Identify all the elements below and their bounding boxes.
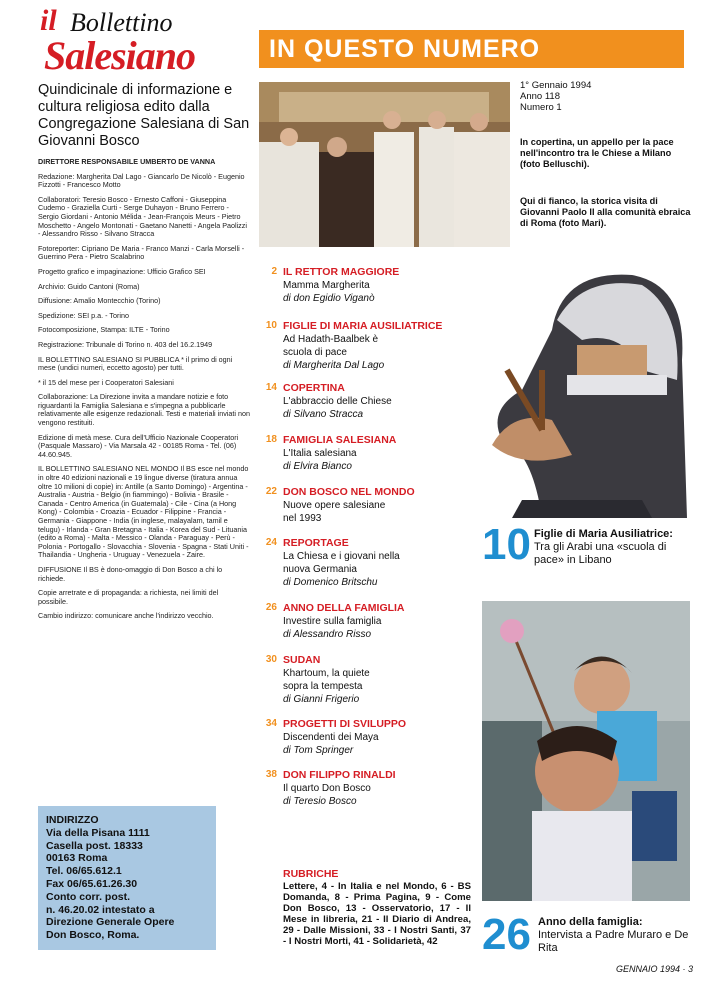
toc-entry [259,320,469,380]
toc-title: L'abbraccio delle Chiese [283,396,392,407]
feature2-title: Anno della famiglia: [538,916,643,928]
toc-page: 26 [265,602,277,613]
address-box [38,806,216,950]
toc-author: di Tom Springer [283,745,354,756]
toc-page: 34 [265,718,277,729]
tagline: Quindicinale di informazione e cultura religiosa edito dalla Congregazione Salesiana di San Giovanni Bosco [38,82,250,149]
page-footer: GENNAIO 1994 · 3 [615,964,693,974]
rubriche-title: RUBRICHE [283,868,339,880]
toc-title: scuola di pace [283,347,347,358]
toc-entry [259,602,469,652]
toc-title: L'Italia salesiana [283,448,357,459]
toc-page: 10 [265,320,277,331]
toc-title: sopra la tempesta [283,681,363,692]
toc-title: nel 1993 [283,513,322,524]
credit-fotoreporter: Fotoreporter: Cipriano De Maria - Franco Manzi - Carla Morselli - Guerrino Pera - Pietro Scalabrino [38,243,245,262]
toc-page: 2 [271,266,277,277]
toc-title: La Chiesa e i giovani nella [283,551,400,562]
credit-cooperatori: * il 15 del mese per i Cooperatori Salesiani [38,377,174,387]
toc-title: nuova Germania [283,564,357,575]
address-title: INDIRIZZO [46,814,99,826]
photo-synagogue-visit [259,82,510,247]
credit-archivio: Archivio: Guido Cantoni (Roma) [38,281,140,291]
toc-section: DON FILIPPO RINALDI [283,769,396,781]
credit-copie: Copie arretrate e di propaganda: a richiesta, nei limiti del possibile. [38,588,219,606]
credit-redazione: Redazione: Margherita Dal Lago - Giancarlo De Nicolò - Eugenio Fizzotti - Francesco Motto [38,171,245,190]
toc-author: di Margherita Dal Lago [283,360,385,371]
toc-author: di Elvira Bianco [283,461,352,472]
toc-author: di Domenico Britschu [283,577,378,588]
toc-page: 30 [265,654,277,665]
toc-author: di don Egidio Viganò [283,293,375,304]
feature1-page-number: 10 [482,520,531,569]
toc-page: 22 [265,486,277,497]
toc-page: 14 [265,382,277,393]
toc-entry [259,266,469,316]
toc-page: 38 [265,769,277,780]
toc-title: Nuove opere salesiane [283,500,386,511]
toc-page: 18 [265,434,277,445]
address-line: Fax 06/65.61.26.30 [46,877,138,890]
address-line: 00163 Roma [46,852,108,865]
credit-director: DIRETTORE RESPONSABILE UMBERTO DE VANNA [38,157,216,166]
magazine-logo [40,4,196,78]
feature2-text: Intervista a Padre Muraro e De Rita [538,929,689,954]
address-line: Direzione Generale Opere [46,916,175,929]
feature1-title: Figlie di Maria Ausiliatrice: [534,528,673,540]
toc-entry [259,654,469,714]
toc-author: di Teresio Bosco [283,796,357,807]
feature1-caption [534,528,694,567]
logo-salesiano: Salesiano [44,33,196,78]
toc-title: Khartoum, la quiete [283,668,370,679]
credit-mondo: IL BOLLETTINO SALESIANO NEL MONDO Il BS esce nel mondo in oltre 40 edizioni nazionali e 19 lingue diverse (tiratura annua oltre 10 milioni di copie) in: Antille (a Santo Domingo) - Argentina - Australia - Austria - Belgio (in fiammingo) - Bolivia - Brasile - Canada - Centro America (in Guatemala) - Cile - Cina (a Hong Kong) - Colombia - Croazia - Ecuador - Filippine - Francia - Germania - Giappone - India (in inglese, malayalam, tamil e telugu) - Irlanda - Gran Bretagna - Italia - Korea del Sud - Lituania (edito a Roma) - Malta - Messico - Olanda - Paraguay - Perù - Polonia - Portogallo - Slovacchia - Slovenia - Spagna - Stati Uniti - Thailandia - Ungheria - Uruguay - Venezuela - Zaire. [38,464,249,560]
section-header [259,30,684,68]
toc-entry [259,486,469,536]
address-line: n. 46.20.02 intestato a [46,903,155,916]
toc-title: Investire sulla famiglia [283,616,382,627]
credit-collaboratori: Collaboratori: Teresio Bosco - Ernesto Caffoni - Giuseppina Cudemo - Graziella Curti - Serge Duhayon - Bruno Ferrero - Sergio Giordani - Antonio Mélida - Jean-François Meurs - Pietro Moschetto - Angelo Montonati - Gaetano Nanetti - Angela Paolizzi - Alessandro Risso - Silvano Stracca [38,194,247,239]
credit-diffusione-2: DIFFUSIONE Il BS è dono-omaggio di Don Bosco a chi lo richiede. [38,564,223,583]
feature1-text: Tra gli Arabi una «scuola di pace» in Libano [534,541,667,566]
side-caption: Qui di fianco, la storica visita di Giovanni Paolo II alla comunità ebraica di Roma (foto Mari). [520,196,691,228]
credit-edizione: Edizione di metà mese. Cura dell'Ufficio Nazionale Cooperatori (Pasquale Massaro) - Via Marsala 42 - 00185 Roma - Tel. (06) 44.60.945. [38,432,239,459]
photo-child-slingshot [482,270,690,518]
address-line: Casella post. 18333 [46,839,143,852]
toc-title: Discendenti dei Maya [283,732,379,743]
cover-caption: In copertina, un appello per la pace nell'incontro tra le Chiese a Milano (foto Belluschi). [520,137,674,169]
credit-diffusione: Diffusione: Amalio Montecchio (Torino) [38,296,161,306]
toc-title: Ad Hadath-Baalbek è [283,334,379,345]
toc-title: Il quarto Don Bosco [283,783,371,794]
toc-page: 24 [265,537,277,548]
issue-info [520,80,690,113]
issue-date: 1° Gennaio 1994 [520,80,592,91]
toc-entry [259,718,469,768]
credit-stampa: Fotocomposizione, Stampa: ILTE - Torino [38,325,170,335]
feature2-page-number: 26 [482,910,531,959]
address-line: Via della Pisana 1111 [46,826,150,839]
toc-section: REPORTAGE [283,537,349,549]
issue-year: Anno 118 [520,91,560,102]
logo-il: il [40,4,57,37]
rubriche-section [283,868,471,947]
toc-section: COPERTINA [283,382,345,394]
address-line: Tel. 06/65.612.1 [46,865,122,878]
toc-entry [259,769,469,819]
credit-progetto: Progetto grafico e impaginazione: Ufficio Grafico SEI [38,266,206,276]
photo-father-child [482,601,690,901]
toc-section: FIGLIE DI MARIA AUSILIATRICE [283,320,443,332]
header-title: IN QUESTO NUMERO [269,34,541,63]
toc-entry [259,382,469,432]
toc-author: di Alessandro Risso [283,629,372,640]
address-line: Conto corr. post. [46,890,130,903]
toc-entry [259,537,469,597]
toc-title: Mamma Margherita [283,280,370,291]
masthead-column [38,82,250,627]
credit-spedizione: Spedizione: SEI p.a. - Torino [38,310,129,320]
toc-entry [259,434,469,484]
address-line: Don Bosco, Roma. [46,929,140,942]
toc-section: FAMIGLIA SALESIANA [283,434,397,446]
logo-bollettino: Bollettino [70,8,173,37]
credit-registrazione: Registrazione: Tribunale di Torino n. 403 del 16.2.1949 [38,339,213,349]
credit-pubblicazione: IL BOLLETTINO SALESIANO SI PUBBLICA * il primo di ogni mese (undici numeri, eccetto agosto) per tutti. [38,354,233,373]
toc-author: di Silvano Stracca [283,409,364,420]
toc-section: ANNO DELLA FAMIGLIA [283,602,405,614]
toc-section: PROGETTI DI SVILUPPO [283,718,407,730]
toc-section: IL RETTOR MAGGIORE [283,266,400,278]
feature2-caption [538,916,698,955]
credit-cambio: Cambio indirizzo: comunicare anche l'indirizzo vecchio. [38,611,214,621]
toc-section: DON BOSCO NEL MONDO [283,486,415,498]
toc-section: SUDAN [283,654,321,666]
rubriche-text: Lettere, 4 - In Italia e nel Mondo, 6 - BS Domanda, 8 - Prima Pagina, 9 - Come Don Bosco, 13 - Osservatorio, 17 - Il Mese in libreria, 21 - Il Diario di Andrea, 29 - Dalle Missioni, 33 - I Nostri Santi, 37 - I Nostri Morti, 41 - Solidarietà, 42 [283,881,471,947]
credit-collaborazione: Collaborazione: La Direzione invita a mandare notizie e foto riguardanti la Famiglia Salesiana e s'impegna a pubblicarle relativamente alle esigenze redazionali. Testi e materiali inviati non vengono restituiti. [38,392,251,428]
issue-number: Numero 1 [520,102,562,113]
toc-author: di Gianni Frigerio [283,694,360,705]
